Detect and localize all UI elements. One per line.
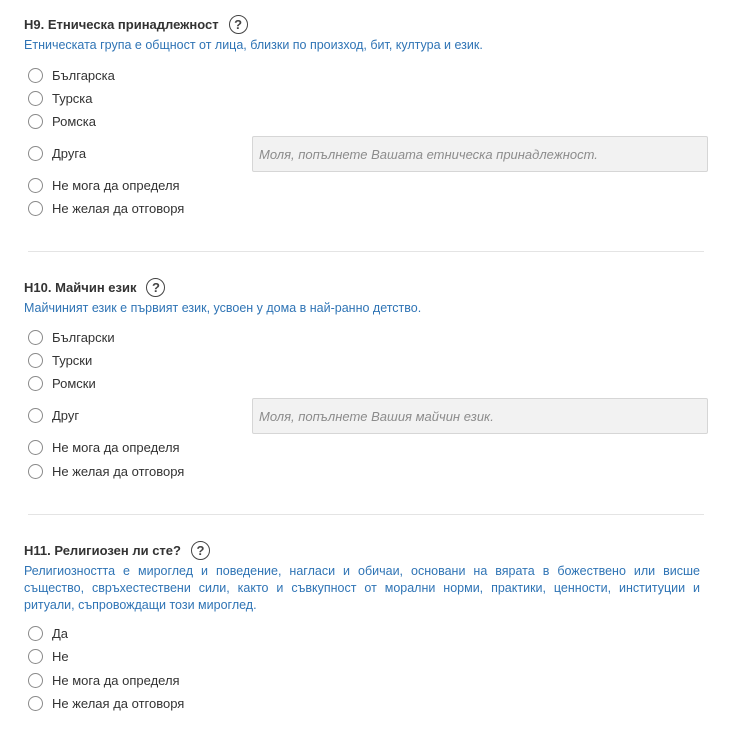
option-label: Не желая да отговоря xyxy=(52,464,185,479)
help-question-icon[interactable]: ? xyxy=(146,278,165,297)
question-h11-header xyxy=(24,538,700,562)
radio-option-decline-to-answer[interactable] xyxy=(28,201,184,216)
radio-option-bulgarian-ethnicity[interactable] xyxy=(28,68,115,83)
radio-button[interactable] xyxy=(28,114,43,129)
option-label: Български xyxy=(52,330,115,345)
radio-option-turkish-ethnicity[interactable] xyxy=(28,91,93,106)
radio-option-bulgarian-language[interactable] xyxy=(28,330,115,345)
radio-option-turkish-language[interactable] xyxy=(28,353,92,368)
radio-option-roma-ethnicity[interactable] xyxy=(28,114,96,129)
radio-option-cannot-determine[interactable] xyxy=(28,673,180,688)
question-h9 xyxy=(24,12,700,54)
radio-option-decline-to-answer[interactable] xyxy=(28,464,184,479)
radio-option-no[interactable] xyxy=(28,649,69,664)
option-label: Да xyxy=(52,626,69,641)
radio-button[interactable] xyxy=(28,649,43,664)
radio-button[interactable] xyxy=(28,464,43,479)
option-label: Не мога да определя xyxy=(52,440,180,455)
question-h9-title: H9. Етническа принадлежност xyxy=(24,16,219,32)
radio-button[interactable] xyxy=(28,376,43,391)
help-question-icon[interactable]: ? xyxy=(191,541,210,560)
option-label: Не xyxy=(52,649,69,664)
question-h11 xyxy=(24,538,700,614)
radio-option-other-language[interactable] xyxy=(28,408,79,423)
question-h10-description: Майчиният език е първият език, усвоен у дома в най-ранно детство. xyxy=(24,301,422,315)
radio-option-cannot-determine[interactable] xyxy=(28,440,180,455)
radio-button[interactable] xyxy=(28,91,43,106)
option-label: Друг xyxy=(52,408,80,423)
option-label: Турска xyxy=(52,91,93,106)
option-label: Не желая да отговоря xyxy=(52,201,185,216)
radio-button[interactable] xyxy=(28,146,43,161)
question-h11-description: Религиозността е мироглед и поведение, нагласи и обичаи, основани на вярата в божествено или висше същество, свръхестествени сили, както и съвкупност от морални норми, практики, ценности, институции и ритуали, съпровождащи този мироглед. xyxy=(24,564,700,612)
radio-button[interactable] xyxy=(28,696,43,711)
question-h10-title: H10. Майчин език xyxy=(24,279,137,295)
radio-option-romani-language[interactable] xyxy=(28,376,96,391)
radio-button[interactable] xyxy=(28,673,43,688)
radio-option-cannot-determine[interactable] xyxy=(28,178,180,193)
question-h9-header xyxy=(24,12,700,36)
radio-option-decline-to-answer[interactable] xyxy=(28,696,184,711)
question-h9-description: Етническата група е общност от лица, близки по произход, бит, култура и език. xyxy=(24,38,483,52)
option-label: Ромски xyxy=(52,376,96,391)
radio-option-yes[interactable] xyxy=(28,626,68,641)
question-h10 xyxy=(24,275,700,317)
option-label: Турски xyxy=(52,353,93,368)
section-divider xyxy=(28,514,704,515)
option-label: Ромска xyxy=(52,114,96,129)
question-h10-header xyxy=(24,275,700,299)
section-divider xyxy=(28,251,704,252)
option-label: Не желая да отговоря xyxy=(52,696,185,711)
radio-button[interactable] xyxy=(28,201,43,216)
option-label: Не мога да определя xyxy=(52,673,180,688)
option-label: Българска xyxy=(52,68,115,83)
other-ethnicity-input[interactable] xyxy=(252,136,708,172)
help-question-icon[interactable]: ? xyxy=(229,15,248,34)
option-label: Не мога да определя xyxy=(52,178,180,193)
radio-button[interactable] xyxy=(28,353,43,368)
other-language-input[interactable] xyxy=(252,398,708,434)
radio-button[interactable] xyxy=(28,68,43,83)
radio-button[interactable] xyxy=(28,178,43,193)
radio-button[interactable] xyxy=(28,330,43,345)
radio-button[interactable] xyxy=(28,440,43,455)
radio-button[interactable] xyxy=(28,626,43,641)
radio-button[interactable] xyxy=(28,408,43,423)
question-h11-title: H11. Религиозен ли сте? xyxy=(24,542,181,558)
option-label: Друга xyxy=(52,146,87,161)
radio-option-other-ethnicity[interactable] xyxy=(28,146,86,161)
